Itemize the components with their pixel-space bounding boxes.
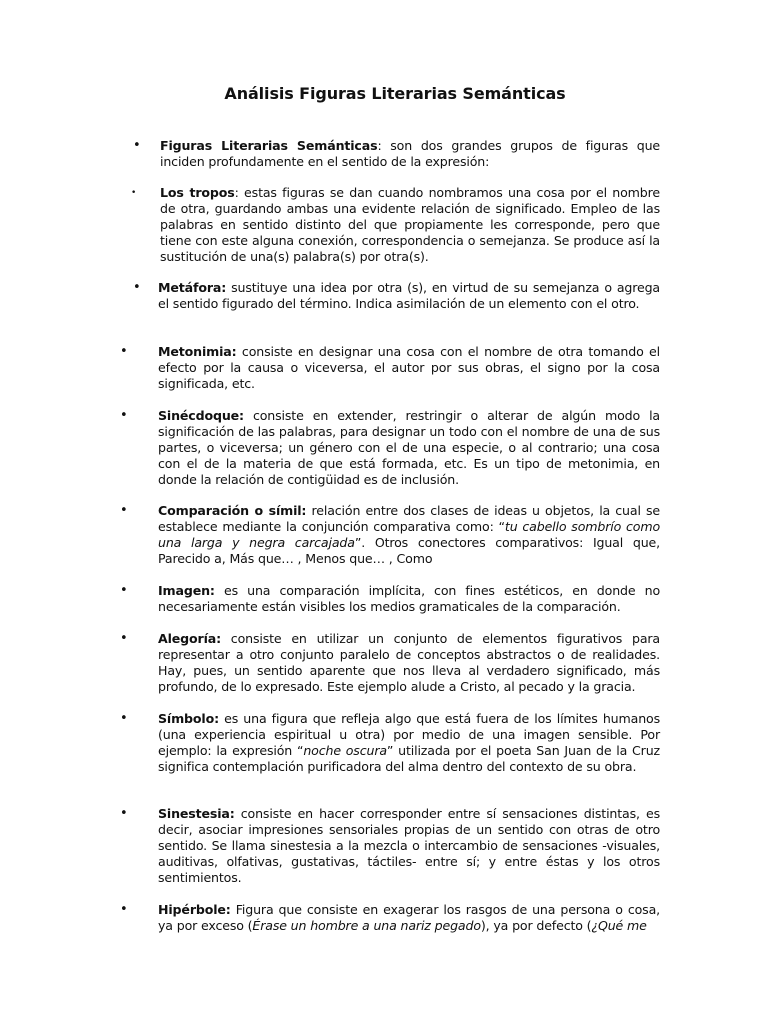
item-quote: Érase un hombre a una nariz pegado [252, 918, 481, 933]
item-term: Alegoría: [158, 631, 221, 646]
item-text: ”. Otros conectores comparativos: Igual que, Parecido a, Más que… , Menos que… , Como [158, 535, 660, 566]
item-term: Hipérbole: [158, 902, 231, 917]
item-text: ” utilizada por el poeta San Juan de la Cruz significa contemplación purificadora del alma dentro del contexto de su obra. [158, 743, 660, 774]
bullet-icon: • [120, 711, 128, 726]
item-text: consiste en designar una cosa con el nombre de otra tomando el efecto por la causa o viceversa, el autor por sus obras, el signo por la cosa significada, etc. [158, 344, 660, 391]
bullet-icon: • [133, 280, 141, 295]
bullet-icon: • [120, 408, 128, 423]
list-item [158, 280, 660, 312]
bullet-icon: • [120, 503, 128, 518]
bullet-icon: • [120, 631, 128, 646]
item-term: Comparación o símil: [158, 503, 307, 518]
item-text: es una comparación implícita, con fines estéticos, en donde no necesariamente están visibles los medios gramaticales de la comparación. [158, 583, 660, 614]
item-text: Figura que consiste en exagerar los rasgos de una persona o cosa, ya por exceso ( [158, 902, 660, 933]
item-text: es una figura que refleja algo que está fuera de los límites humanos (una experiencia espiritual u otra) por medio de una imagen sensible. Por ejemplo: la expresión “ [158, 711, 660, 758]
item-text: ), ya por defecto ( [480, 918, 592, 933]
item-term: Sinécdoque: [158, 408, 244, 423]
item-text: consiste en extender, restringir o alterar de algún modo la significación de las palabras, para designar un todo con el nombre de una de sus partes, o viceversa; un género con el de una especie, o al contrario; una cosa con el de la materia de que está formada, etc. Es un tipo de metonimia, en donde la relación de contigüidad es de inclusión. [158, 408, 660, 487]
item-term: Metonimia: [158, 344, 237, 359]
bullet-icon: • [120, 344, 128, 359]
item-quote: noche oscura [303, 743, 387, 758]
item-text: sustituye una idea por otra (s), en virtud de su semejanza o agrega el sentido figurado del término. Indica asimilación de un elemento con el otro. [158, 280, 660, 311]
bullet-icon: • [133, 138, 141, 153]
page-title: Análisis Figuras Literarias Semánticas [224, 84, 566, 103]
item-text: consiste en utilizar un conjunto de elementos figurativos para representar a otro conjunto paralelo de conceptos abstractos o de realidades. Hay, pues, un sentido aparente que nos lleva al verdadero significado, más profundo, de lo expresado. Este ejemplo alude a Cristo, al pecado y la gracia. [158, 631, 660, 694]
list-item [160, 185, 660, 265]
item-quote: ¿Qué me [591, 918, 647, 933]
item-text: : estas figuras se dan cuando nombramos una cosa por el nombre de otra, guardando ambas una evidente relación de significado. Empleo de las palabras en sentido distinto del que propiamente les corresponde, pero que tiene con este alguna conexión, correspondencia o semejanza. Se produce así la sustitución de una(s) palabra(s) por otra(s). [160, 185, 660, 264]
list-item [158, 711, 660, 775]
list-item [158, 344, 660, 392]
bullet-icon: • [131, 188, 137, 198]
item-term: Imagen: [158, 583, 215, 598]
list-item [158, 583, 660, 615]
item-term: Símbolo: [158, 711, 219, 726]
list-item [158, 902, 660, 934]
list-item [158, 503, 660, 567]
bullet-icon: • [120, 583, 128, 598]
item-text: : son dos grandes grupos de figuras que inciden profundamente en el sentido de la expresión: [160, 138, 661, 169]
list-item [160, 138, 660, 170]
list-item [158, 408, 660, 488]
list-item [158, 806, 660, 886]
bullet-icon: • [120, 902, 128, 917]
item-term: Figuras Literarias Semánticas [160, 138, 378, 153]
item-term: Los tropos [160, 185, 235, 200]
item-term: Sinestesia: [158, 806, 235, 821]
bullet-icon: • [120, 806, 128, 821]
list-item [158, 631, 660, 695]
item-term: Metáfora: [158, 280, 227, 295]
item-quote: tu cabello sombrío como una larga y negra carcajada [158, 519, 660, 550]
item-text: relación entre dos clases de ideas u objetos, la cual se establece mediante la conjunción comparativa como: “ [158, 503, 660, 534]
item-text: consiste en hacer corresponder entre sí sensaciones distintas, es decir, asociar impresiones sensoriales propias de un sentido con otras de otro sentido. Se llama sinestesia a la mezcla o intercambio de sensaciones -visuales, auditivas, olfativas, gustativas, táctiles- entre sí; y entre éstas y los otros sentimientos. [158, 806, 660, 885]
